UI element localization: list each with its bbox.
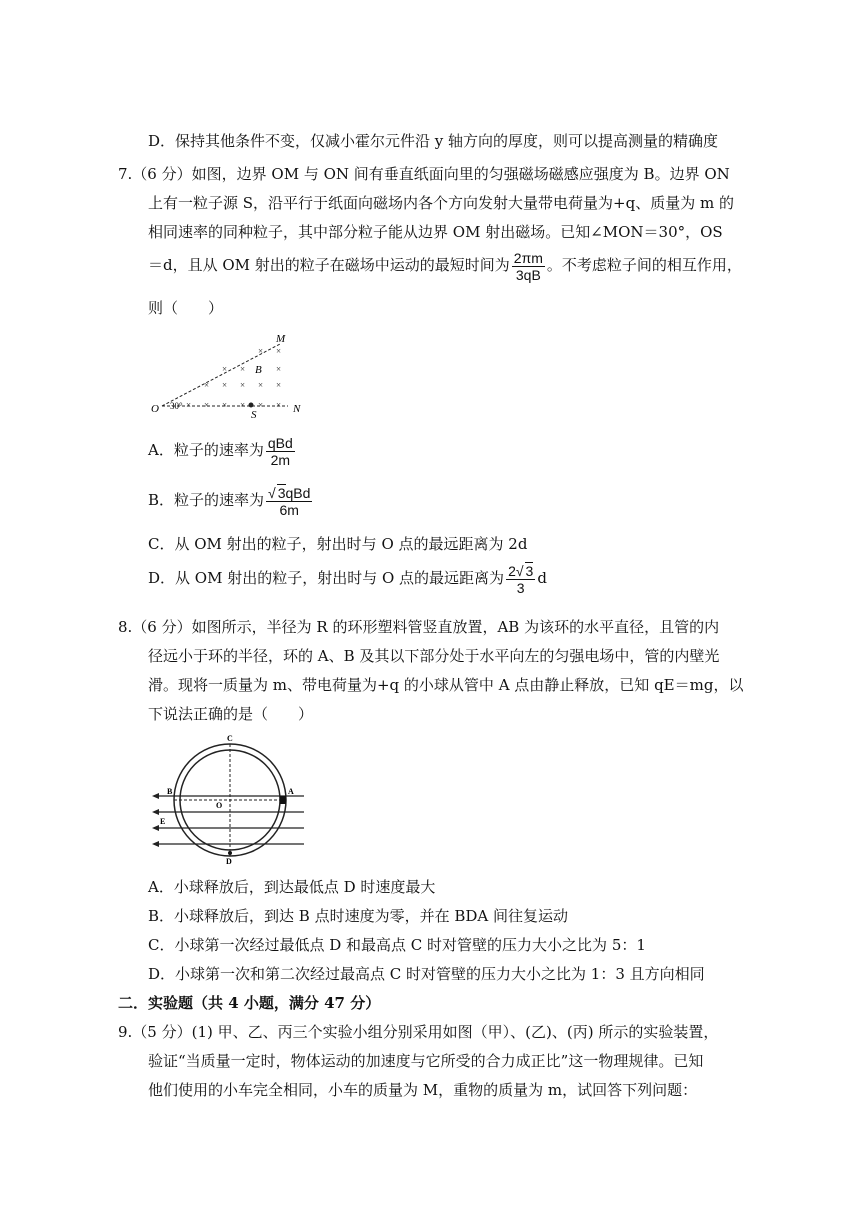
q8-stem-line2: 径远小于环的半径，环的 A、B 及其以下部分处于水平向左的匀强电场中，管的内壁光 (148, 647, 720, 665)
q7-stem-line2: 上有一粒子源 S，沿平行于纸面向磁场内各个方向发射大量带电荷量为+q、质量为 m 的 (148, 194, 734, 212)
q7-stem-line3: 相同速率的同种粒子，其中部分粒子能从边界 OM 射出磁场。已知∠MON＝30°，OS (148, 223, 723, 241)
q7-option-c: C．从 OM 射出的粒子，射出时与 O 点的最远距离为 2d (148, 535, 528, 553)
q7-time-fraction (512, 250, 545, 283)
q8-option-b: B．小球释放后，到达 B 点时速度为零，并在 BDA 间往复运动 (148, 907, 569, 925)
section-2-title: 二．实验题（共 4 小题，满分 47 分） (118, 994, 381, 1012)
svg-text:×: × (258, 380, 264, 390)
q7-line4-post: 。不考虑粒子间的相互作用， (546, 256, 742, 274)
q9-stem-line3: 他们使用的小车完全相同，小车的质量为 M，重物的质量为 m，试回答下列问题： (148, 1081, 698, 1099)
svg-text:×: × (240, 364, 246, 374)
q7-option-d-numerator: 2√ 3 (508, 563, 534, 579)
point-d-marker (228, 851, 232, 855)
label-o: O (151, 403, 159, 415)
svg-text:×: × (204, 400, 210, 410)
q7-option-a-fraction (266, 435, 295, 468)
q7-time-numerator: 2πm (513, 249, 543, 266)
svg-text:×: × (276, 400, 282, 410)
q7-option-b-fraction (266, 484, 312, 518)
label-c: C (227, 734, 233, 743)
q7-magnetic-field-figure (148, 330, 308, 420)
q7-stem-line4 (148, 248, 742, 283)
q7-option-d-denominator: 3 (516, 580, 525, 596)
q8-option-d: D．小球第一次和第二次经过最高点 C 时对管壁的压力大小之比为 1：3 且方向相同 (148, 965, 705, 983)
label-n: N (293, 403, 301, 415)
q8-stem-line3: 滑。现将一质量为 m、带电荷量为+q 的小球从管中 A 点由静止释放，已知 qE＝mg，以 (148, 676, 744, 694)
label-e: E (160, 817, 166, 826)
label-angle: 30° (170, 401, 183, 411)
label-s: S (251, 409, 257, 420)
q7-option-a-numerator: qBd (267, 434, 293, 451)
q6-option-d: D．保持其他条件不变，仅减小霍尔元件沿 y 轴方向的厚度，则可以提高测量的精确度 (148, 132, 719, 150)
q8-ring-tube-figure (150, 734, 310, 866)
q7-option-b-num-text: qBd (285, 485, 311, 501)
svg-text:×: × (258, 400, 264, 410)
q7-option-d-radicand: 3 (525, 563, 534, 579)
q7-option-d (148, 560, 547, 596)
q9-stem-line2: 验证“当质量一定时，物体运动的加速度与它所受的合力成正比”这一物理规律。已知 (148, 1052, 704, 1070)
field-crosses (186, 346, 281, 410)
q7-option-a-denominator: 2m (270, 451, 291, 468)
q7-stem-line5: 则（ ） (148, 299, 224, 317)
ball-at-a (280, 796, 286, 804)
q7-option-d-text: D．从 OM 射出的粒子，射出时与 O 点的最远距离为 (148, 569, 505, 587)
q7-option-b-denominator: 6m (279, 502, 299, 518)
svg-text:×: × (222, 380, 228, 390)
q7-option-d-fraction (506, 562, 535, 596)
q7-stem-line1: 7.（6 分）如图，边界 OM 与 ON 间有垂直纸面向里的匀强磁场磁感应强度为 B。边界 ON (118, 165, 730, 183)
svg-text:×: × (204, 380, 210, 390)
q8-option-c: C．小球第一次经过最低点 D 和最高点 C 时对管壁的压力大小之比为 5：1 (148, 936, 646, 954)
field-arrowheads (152, 793, 159, 847)
source-s-marker (249, 403, 254, 408)
label-b: B (255, 364, 262, 376)
label-a: A (288, 787, 294, 796)
q7-option-b (148, 482, 314, 518)
q7-option-b-radicand: 3 (277, 485, 286, 501)
q7-line4-pre: ＝d，且从 OM 射出的粒子在磁场中运动的最短时间为 (148, 256, 510, 274)
svg-text:×: × (222, 400, 228, 410)
q7-option-a-text: A．粒子的速率为 (148, 441, 264, 459)
label-d: D (226, 857, 232, 866)
svg-text:×: × (186, 400, 192, 410)
q7-option-d-unit: d (537, 569, 547, 587)
q7-option-a (148, 432, 297, 468)
q8-stem-line1: 8.（6 分）如图所示，半径为 R 的环形塑料管竖直放置，AB 为该环的水平直径，且管的内 (118, 618, 720, 636)
q7-time-denominator: 3qB (515, 266, 541, 283)
label-m: M (276, 333, 286, 345)
label-b: B (167, 787, 173, 796)
svg-text:×: × (276, 380, 282, 390)
q7-option-b-text: B．粒子的速率为 (148, 491, 265, 509)
label-o: O (216, 801, 223, 810)
svg-text:×: × (222, 364, 228, 374)
q8-option-a: A．小球释放后，到达最低点 D 时速度最大 (148, 878, 436, 896)
svg-text:×: × (276, 346, 282, 356)
svg-text:×: × (240, 400, 246, 410)
svg-text:×: × (276, 364, 282, 374)
q7-option-d-coef: 2 (508, 563, 516, 579)
q9-stem-line1: 9.（5 分）(1) 甲、乙、丙三个实验小组分别采用如图（甲）、(乙)、(丙) 所示的实验装置， (118, 1023, 719, 1041)
q7-option-b-numerator: √ 3qBd (268, 485, 311, 501)
q8-stem-line4: 下说法正确的是（ ） (148, 705, 314, 723)
svg-text:×: × (258, 346, 264, 356)
svg-text:×: × (240, 380, 246, 390)
